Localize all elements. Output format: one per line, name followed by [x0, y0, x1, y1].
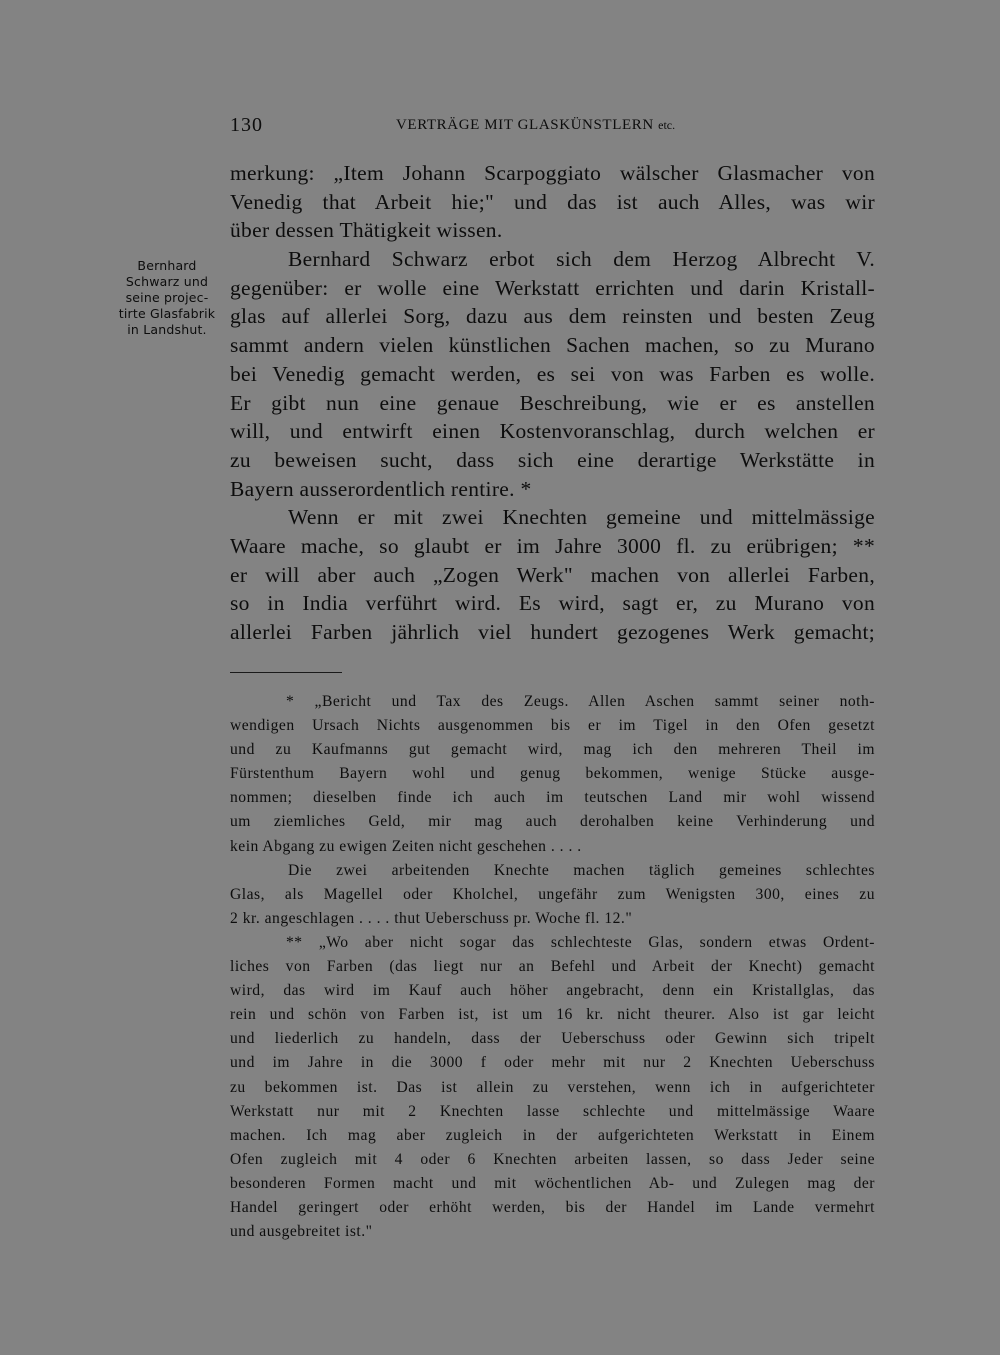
body-line: sammt andern vielen künstlichen Sachen machen, so zu Murano	[230, 333, 875, 358]
margin-note-line: seine projec-	[125, 290, 209, 305]
footnote-line: ** „Wo aber nicht sogar das schlechteste Glas, sondern etwas Ordent-	[286, 933, 875, 951]
footnote-line: Die zwei arbeitenden Knechte machen täglich gemeines schlechtes	[288, 861, 875, 879]
footnote-line: Glas, als Magellel oder Kholchel, ungefähr zum Wenigsten 300, eines zu	[230, 885, 875, 903]
footnote-line: kein Abgang zu ewigen Zeiten nicht geschehen . . . .	[230, 837, 582, 855]
footnote-line: und ausgebreitet ist."	[230, 1223, 373, 1241]
footnote-line: liches von Farben (das liegt nur an Befehl und Arbeit der Knecht) gemacht	[230, 958, 875, 976]
body-line: Bayern ausserordentlich rentire. *	[230, 476, 532, 501]
footnote-line: machen. Ich mag aber zugleich in der aufgerichteten Werkstatt in Einem	[230, 1126, 875, 1144]
footnote-line: besonderen Formen macht und mit wöchentlichen Ab- und Zulegen mag der	[230, 1174, 875, 1192]
running-title	[396, 117, 675, 134]
body-text	[230, 159, 875, 647]
footnote-line: Fürstenthum Bayern wohl und genug bekommen, wenige Stücke ausge-	[230, 765, 875, 783]
body-line: Er gibt nun eine genaue Beschreibung, wie er es anstellen	[230, 390, 875, 415]
body-line: merkung: „Item Johann Scarpoggiato wälscher Glasmacher von	[230, 161, 875, 185]
footnote-line: * „Bericht und Tax des Zeugs. Allen Aschen sammt seiner noth-	[286, 693, 875, 710]
margin-note-line: Schwarz und	[125, 274, 209, 289]
page-number: 130	[230, 114, 263, 136]
body-line: bei Venedig gemacht werden, es sei von was Farben es wolle.	[230, 361, 875, 386]
page-header	[230, 114, 875, 138]
margin-note-line: tirte Glasfabrik	[118, 306, 216, 321]
body-line: zu beweisen sucht, dass sich eine derartige Werkstätte in	[230, 447, 875, 472]
footnote-line: und liederlich zu handeln, dass der Ueberschuss oder Gewinn sich tripelt	[230, 1030, 875, 1048]
footnote-line: wendigen Ursach Nichts ausgenommen bis er im Tigel in den Ofen gesetzt	[230, 717, 875, 735]
body-line: so in India verführt wird. Es wird, sagt er, zu Murano von	[230, 591, 875, 616]
footnote-line: nommen; dieselben finde ich auch im teutschen Land mir wohl wissend	[230, 789, 875, 807]
footnote-line: 2 kr. angeschlagen . . . . thut Ueberschuss pr. Woche fl. 12."	[230, 909, 633, 927]
footnote-line: rein und schön von Farben ist, ist um 16 kr. nicht theurer. Also ist gar leicht	[230, 1006, 875, 1024]
body-line: Venedig that Arbeit hie;" und das ist auch Alles, was wir	[230, 189, 875, 214]
running-title-suffix: etc.	[658, 118, 676, 132]
body-line: über dessen Thätigkeit wissen.	[230, 218, 503, 243]
body-line: Bernhard Schwarz erbot sich dem Herzog Albrecht V.	[288, 247, 875, 272]
margin-note-line: in Landshut.	[127, 322, 207, 337]
footnote-line: um ziemliches Geld, mir mag auch derohalben keine Verhinderung und	[230, 813, 875, 831]
body-line: will, und entwirft einen Kostenvoranschlag, durch welchen er	[230, 419, 875, 444]
footnote-line: und im Jahre in die 3000 f oder mehr mit nur 2 Knechten Ueberschuss	[230, 1054, 875, 1072]
body-line: Wenn er mit zwei Knechten gemeine und mittelmässige	[288, 505, 875, 530]
footnote-line: Ofen zugleich mit 4 oder 6 Knechten arbeiten lassen, so dass Jeder seine	[230, 1150, 875, 1168]
footnote-line: wird, das wird im Kauf auch höher angebracht, denn ein Kristallglas, das	[230, 982, 875, 1000]
margin-note-line: Bernhard	[137, 258, 197, 273]
body-line: allerlei Farben jährlich viel hundert gezogenes Werk gemacht;	[230, 620, 875, 644]
body-line: er will aber auch „Zogen Werk" machen von allerlei Farben,	[230, 562, 875, 587]
margin-note	[112, 258, 222, 338]
footnote-line: und zu Kaufmanns gut gemacht wird, mag ich den mehreren Theil im	[230, 741, 875, 759]
footnote-line: zu bekommen ist. Das ist allein zu verstehen, wenn ich in aufgerichteter	[230, 1078, 875, 1096]
footnote-line: Handel geringert oder erhöht werden, bis der Handel im Lande vermehrt	[230, 1198, 875, 1216]
running-title-text: VERTRÄGE MIT GLASKÜNSTLERN	[396, 117, 654, 133]
footnotes	[230, 690, 875, 1244]
footnote-divider	[230, 672, 342, 673]
body-line: gegenüber: er wolle eine Werkstatt errichten und darin Kristall-	[230, 275, 875, 300]
body-line: Waare mache, so glaubt er im Jahre 3000 fl. zu erübrigen; **	[230, 533, 875, 558]
footnote-line: Werkstatt nur mit 2 Knechten lasse schlechte und mittelmässige Waare	[230, 1102, 875, 1120]
body-line: glas auf allerlei Sorg, dazu aus dem reinsten und besten Zeug	[230, 304, 875, 329]
